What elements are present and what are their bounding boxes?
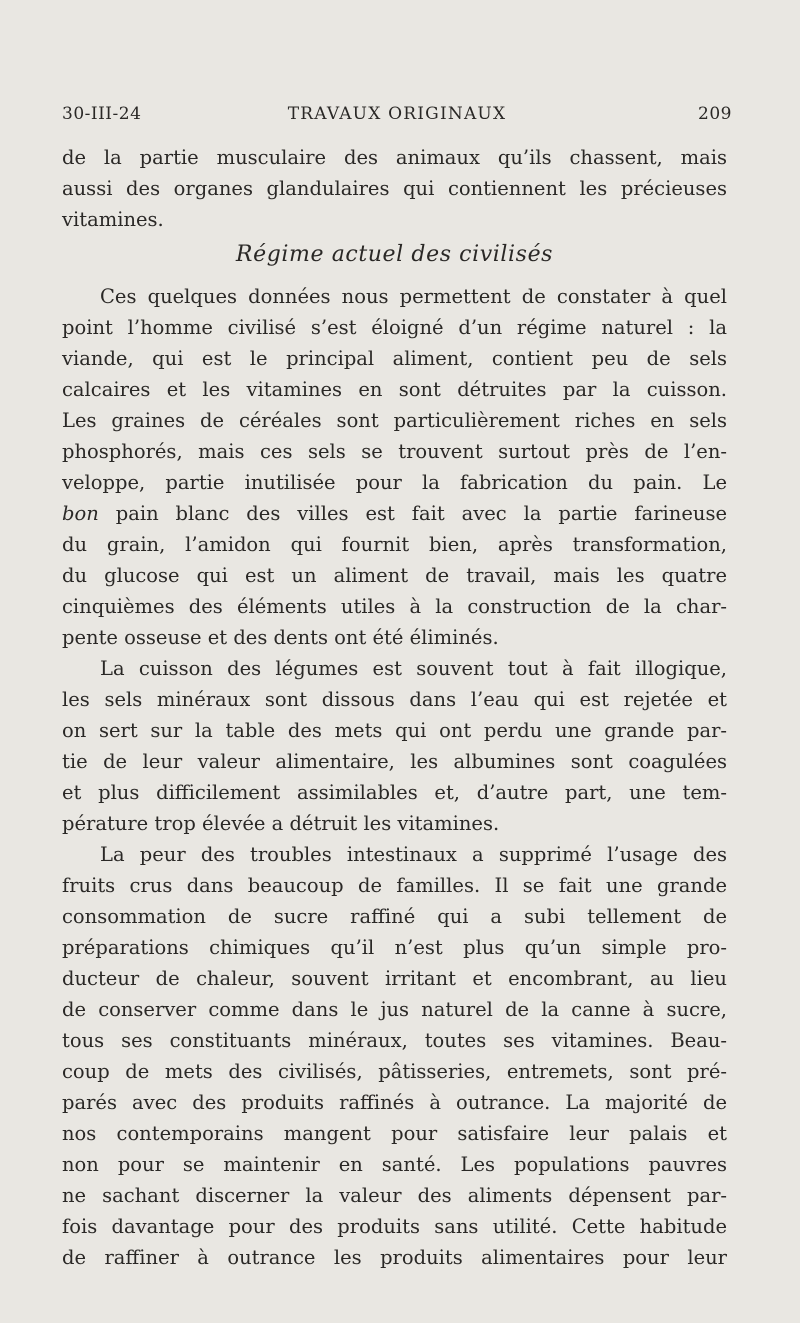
text-line: coup de mets des civilisés, pâtisseries, entremets, sont pré- <box>62 1060 727 1083</box>
text-line: point l’homme civilisé s’est éloigné d’un régime naturel : la <box>62 316 727 339</box>
text-line: calcaires et les vitamines en sont détruites par la cuisson. <box>62 378 727 401</box>
text-line <box>62 498 727 529</box>
text-line: ne sachant discerner la valeur des aliments dépensent par- <box>62 1184 727 1207</box>
text-line: cinquièmes des éléments utiles à la construction de la char- <box>62 595 727 618</box>
text-line: aussi des organes glandulaires qui contiennent les précieuses <box>62 177 727 200</box>
text-line: tie de leur valeur alimentaire, les albumines sont coagulées <box>62 750 727 773</box>
text-line: pente osseuse et des dents ont été éliminés. <box>62 626 499 649</box>
text-line: de conserver comme dans le jus naturel de la canne à sucre, <box>62 998 727 1021</box>
text-line: du grain, l’amidon qui fournit bien, après transformation, <box>62 533 727 556</box>
text-line: phosphorés, mais ces sels se trouvent surtout près de l’en- <box>62 440 727 463</box>
text-line: Ces quelques données nous permettent de constater à quel <box>100 285 727 308</box>
page-number: 209 <box>698 104 732 124</box>
body-text <box>62 142 727 1273</box>
text-line: non pour se maintenir en santé. Les populations pauvres <box>62 1153 727 1176</box>
text-line: les sels minéraux sont dissous dans l’eau qui est rejetée et <box>62 688 727 711</box>
header-section-title: TRAVAUX ORIGINAUX <box>287 104 507 124</box>
header-date: 30-III-24 <box>62 104 142 124</box>
text-line: on sert sur la table des mets qui ont perdu une grande par- <box>62 719 727 742</box>
text-line: de la partie musculaire des animaux qu’ils chassent, mais <box>62 146 727 169</box>
text-line: du glucose qui est un aliment de travail, mais les quatre <box>62 564 727 587</box>
text-line: fruits crus dans beaucoup de familles. Il se fait une grande <box>62 874 727 897</box>
text-fragment: pain blanc des villes est fait avec la partie farineuse <box>98 502 727 525</box>
text-line: de raffiner à outrance les produits alimentaires pour leur <box>62 1246 727 1269</box>
text-line: La cuisson des légumes est souvent tout à fait illogique, <box>100 657 727 680</box>
running-head <box>62 104 732 130</box>
italic-word: bon <box>62 502 99 525</box>
text-line: fois davantage pour des produits sans utilité. Cette habitude <box>62 1215 727 1238</box>
text-line: préparations chimiques qu’il n’est plus qu’un simple pro- <box>62 936 727 959</box>
text-line: veloppe, partie inutilisée pour la fabrication du pain. Le <box>62 471 727 494</box>
text-line: ducteur de chaleur, souvent irritant et encombrant, au lieu <box>62 967 727 990</box>
text-line: viande, qui est le principal aliment, contient peu de sels <box>62 347 727 370</box>
text-line: consommation de sucre raffiné qui a subi tellement de <box>62 905 727 928</box>
text-line: nos contemporains mangent pour satisfaire leur palais et <box>62 1122 727 1145</box>
text-line: vitamines. <box>62 208 164 231</box>
section-heading: Régime actuel des civilisés <box>235 242 554 267</box>
text-line: Les graines de céréales sont particulièrement riches en sels <box>62 409 727 432</box>
text-line: pérature trop élevée a détruit les vitamines. <box>62 812 500 835</box>
text-line: tous ses constituants minéraux, toutes ses vitamines. Beau- <box>62 1029 727 1052</box>
text-line: parés avec des produits raffinés à outrance. La majorité de <box>62 1091 727 1114</box>
text-line: et plus difficilement assimilables et, d’autre part, une tem- <box>62 781 727 804</box>
text-line: La peur des troubles intestinaux a supprimé l’usage des <box>100 843 727 866</box>
